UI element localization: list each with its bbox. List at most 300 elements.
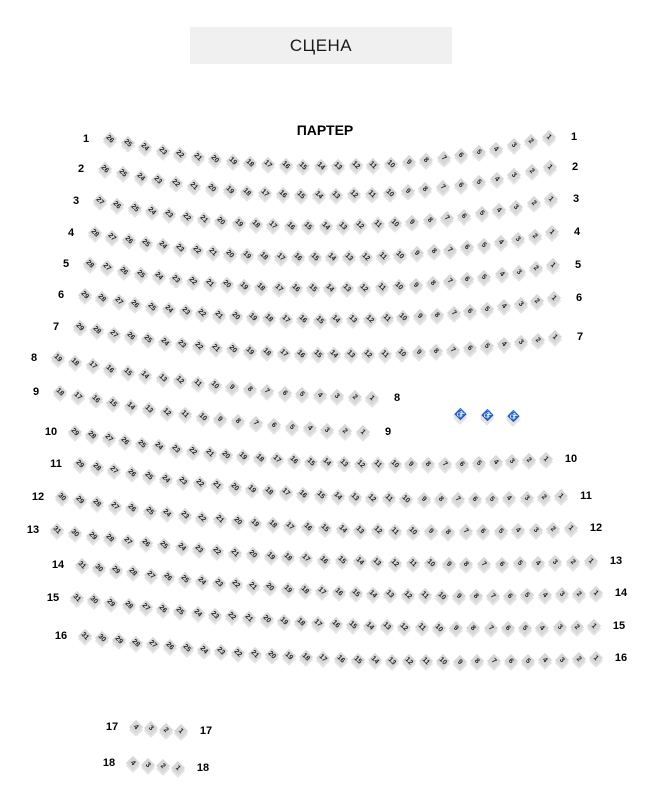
seat[interactable]: 21 (208, 246, 219, 258)
seat[interactable]: 21 (213, 309, 225, 320)
seat[interactable]: 17 (278, 347, 289, 359)
seat[interactable]: 3 (514, 335, 528, 349)
seat[interactable]: 5 (472, 456, 486, 470)
seat[interactable]: 11 (384, 493, 395, 504)
seat[interactable]: 19 (224, 184, 235, 196)
seat[interactable]: 8 (422, 213, 436, 227)
seat[interactable]: 10 (437, 656, 448, 667)
seat[interactable]: 3 (548, 555, 562, 569)
seat[interactable]: 26 (125, 331, 137, 342)
seat[interactable]: 27 (103, 432, 114, 444)
seat[interactable]: 5 (477, 238, 491, 252)
seat[interactable]: 21 (192, 151, 204, 162)
seat[interactable]: 25 (143, 470, 154, 482)
seat[interactable]: 17 (72, 390, 84, 401)
seat[interactable]: 23 (170, 273, 181, 284)
seat[interactable]: 2 (529, 261, 543, 275)
seat[interactable]: 6 (460, 240, 474, 254)
seat[interactable]: 21 (198, 213, 210, 225)
seat[interactable]: 24 (153, 440, 165, 452)
seat[interactable]: 24 (176, 542, 187, 553)
seat[interactable]: 26 (99, 163, 111, 175)
seat[interactable]: 6 (495, 557, 509, 571)
seat[interactable]: 12 (161, 406, 173, 417)
seat[interactable]: 9 (405, 215, 419, 229)
seat[interactable]: 22 (226, 611, 238, 622)
seat[interactable]: 19 (247, 311, 258, 323)
seat[interactable]: 21 (229, 547, 241, 558)
seat[interactable]: 13 (343, 251, 355, 263)
seat[interactable]: 18 (250, 218, 262, 230)
seat[interactable]: 14 (364, 620, 376, 631)
seat[interactable]: 22 (187, 445, 198, 456)
seat[interactable]: 12 (364, 313, 375, 324)
seat[interactable]: 25 (140, 237, 151, 248)
seat[interactable]: 15 (122, 366, 133, 377)
wheelchair-seat[interactable] (480, 409, 494, 423)
seat[interactable]: 11 (376, 281, 387, 293)
seat[interactable]: 3 (507, 138, 521, 152)
seat[interactable]: 17 (318, 652, 329, 664)
seat[interactable]: 20 (265, 582, 276, 593)
seat[interactable]: 14 (368, 588, 379, 599)
seat[interactable]: 23 (164, 208, 175, 220)
seat[interactable]: 27 (106, 231, 118, 242)
seat[interactable]: 9 (412, 345, 426, 359)
seat[interactable]: 6 (267, 418, 281, 432)
seat[interactable]: 19 (239, 280, 250, 291)
seat[interactable]: 3 (330, 389, 344, 403)
seat[interactable]: 15 (352, 654, 363, 665)
seat[interactable]: 28 (130, 637, 142, 648)
seat[interactable]: 7 (443, 274, 457, 288)
seat[interactable]: 16 (105, 363, 116, 374)
seat[interactable]: 21 (204, 447, 215, 458)
seat[interactable]: 25 (117, 167, 129, 179)
seat[interactable]: 10 (384, 187, 396, 198)
seat[interactable]: 18 (242, 186, 253, 198)
seat[interactable]: 16 (333, 586, 345, 598)
seat[interactable]: 6 (501, 621, 515, 635)
seat[interactable]: 27 (109, 500, 120, 511)
seat[interactable]: 24 (153, 271, 164, 282)
seat[interactable]: 13 (338, 457, 350, 469)
seat[interactable]: 18 (264, 312, 275, 324)
seat[interactable]: 11 (377, 250, 388, 261)
seat[interactable]: 18 (283, 551, 294, 563)
seat[interactable]: 4 (492, 203, 506, 217)
seat[interactable]: 1 (356, 425, 370, 439)
seat[interactable]: 19 (282, 583, 293, 594)
seat[interactable]: 18 (295, 616, 307, 628)
seat[interactable]: 6 (468, 492, 482, 506)
seat[interactable]: 26 (104, 133, 116, 145)
seat[interactable]: 17 (280, 313, 292, 325)
seat[interactable]: 6 (460, 272, 474, 286)
seat[interactable]: 17 (268, 219, 279, 231)
seat[interactable]: 20 (225, 248, 236, 259)
seat[interactable]: 6 (457, 208, 471, 222)
seat[interactable]: 27 (145, 569, 156, 580)
seat[interactable]: 25 (137, 438, 148, 449)
seat[interactable]: 25 (129, 202, 140, 214)
seat[interactable]: 21 (250, 648, 261, 660)
seat[interactable]: 26 (157, 604, 169, 615)
seat[interactable]: 1 (545, 225, 559, 239)
seat[interactable]: 15 (336, 555, 348, 566)
seat[interactable]: 26 (164, 641, 176, 652)
seat[interactable]: 19 (246, 483, 258, 495)
seat[interactable]: 31 (79, 630, 91, 642)
seat[interactable]: 16 (297, 314, 308, 325)
seat[interactable]: 20 (247, 549, 259, 560)
seat[interactable]: 11 (179, 409, 190, 420)
seat[interactable]: 3 (320, 423, 334, 437)
seat[interactable]: 23 (153, 174, 164, 186)
seat[interactable]: 2 (338, 424, 352, 438)
seat[interactable]: 8 (429, 344, 443, 358)
seat[interactable]: 21 (204, 277, 216, 288)
seat[interactable]: 11 (380, 348, 391, 359)
seat[interactable]: 11 (192, 377, 203, 388)
seat[interactable]: 16 (90, 393, 101, 405)
seat[interactable]: 23 (180, 305, 191, 317)
seat[interactable]: 11 (368, 159, 379, 170)
seat[interactable]: 13 (386, 655, 397, 666)
seat[interactable]: 13 (381, 621, 393, 632)
seat[interactable]: 10 (425, 558, 437, 569)
seat[interactable]: 4 (489, 142, 503, 156)
seat[interactable]: 15 (347, 619, 358, 631)
seat[interactable]: 14 (139, 369, 151, 380)
seat[interactable]: 29 (79, 289, 91, 301)
seat[interactable]: 17 (316, 585, 328, 597)
seat[interactable]: 11 (390, 525, 401, 536)
seat[interactable]: 15 (350, 587, 362, 599)
seat[interactable]: 22 (174, 148, 186, 159)
seat[interactable]: 13 (372, 556, 383, 568)
seat[interactable]: 17 (275, 251, 287, 262)
seat[interactable]: 3 (141, 758, 155, 772)
seat[interactable]: 14 (322, 457, 333, 468)
seat[interactable]: 2 (546, 522, 560, 536)
seat[interactable]: 14 (331, 314, 342, 325)
seat[interactable]: 21 (214, 514, 226, 525)
seat[interactable]: 13 (355, 524, 366, 535)
seat[interactable]: 17 (262, 158, 274, 170)
seat[interactable]: 8 (459, 557, 473, 571)
seat[interactable]: 13 (341, 283, 353, 294)
seat[interactable]: 29 (74, 321, 86, 333)
seat[interactable]: 24 (192, 607, 203, 619)
seat[interactable]: 1 (587, 619, 601, 633)
seat[interactable]: 28 (91, 497, 103, 509)
seat[interactable]: 24 (198, 644, 210, 655)
seat[interactable]: 16 (295, 348, 306, 359)
seat[interactable]: 16 (285, 220, 297, 231)
seat[interactable]: 4 (129, 720, 143, 734)
seat[interactable]: 4 (535, 620, 549, 634)
seat[interactable]: 4 (531, 556, 545, 570)
seat[interactable]: 20 (221, 279, 233, 290)
seat[interactable]: 13 (349, 491, 361, 503)
seat[interactable]: 1 (543, 160, 557, 174)
seat[interactable]: 14 (337, 523, 349, 535)
seat[interactable]: 6 (454, 178, 468, 192)
seat[interactable]: 1 (554, 489, 568, 503)
seat[interactable]: 24 (196, 575, 208, 587)
seat[interactable]: 12 (389, 557, 401, 568)
seat[interactable]: 2 (159, 723, 173, 737)
seat[interactable]: 16 (302, 521, 313, 533)
seat[interactable]: 1 (365, 391, 379, 405)
seat[interactable]: 22 (197, 512, 208, 523)
seat[interactable]: 26 (126, 503, 138, 514)
seat[interactable]: 1 (547, 291, 561, 305)
seat[interactable]: 18 (301, 652, 312, 663)
seat[interactable]: 20 (210, 153, 221, 165)
seat[interactable]: 22 (181, 211, 192, 222)
seat[interactable]: 27 (108, 328, 120, 339)
seat[interactable]: 14 (332, 490, 343, 502)
seat[interactable]: 21 (212, 480, 223, 491)
seat[interactable]: 16 (318, 554, 330, 565)
seat[interactable]: 22 (195, 478, 206, 489)
seat[interactable]: 18 (263, 485, 275, 497)
seat[interactable]: 25 (146, 301, 158, 312)
seat[interactable]: 23 (179, 510, 191, 521)
seat[interactable]: 23 (176, 338, 188, 350)
seat[interactable]: 18 (259, 250, 270, 262)
seat[interactable]: 7 (451, 492, 465, 506)
seat[interactable]: 9 (401, 184, 415, 198)
seat[interactable]: 5 (485, 492, 499, 506)
seat[interactable]: 10 (393, 280, 404, 292)
seat[interactable]: 10 (389, 459, 400, 470)
seat[interactable]: 15 (315, 489, 326, 501)
seat[interactable]: 1 (539, 452, 553, 466)
seat[interactable]: 22 (211, 545, 223, 557)
wheelchair-seat[interactable] (453, 408, 467, 422)
seat[interactable]: 20 (232, 515, 243, 527)
seat[interactable]: 10 (401, 493, 412, 505)
seat[interactable]: 14 (326, 252, 338, 263)
seat[interactable]: 5 (285, 420, 299, 434)
seat[interactable]: 4 (488, 455, 502, 469)
seat[interactable]: 22 (193, 340, 204, 352)
seat[interactable]: 25 (181, 642, 193, 654)
seat[interactable]: 8 (470, 654, 484, 668)
seat[interactable]: 8 (426, 244, 440, 258)
seat[interactable]: 25 (142, 333, 154, 345)
seat[interactable]: 10 (209, 379, 221, 391)
seat[interactable]: 29 (74, 494, 85, 506)
seat[interactable]: 6 (455, 456, 469, 470)
seat[interactable]: 14 (313, 189, 324, 201)
seat[interactable]: 2 (570, 620, 584, 634)
seat[interactable]: 21 (248, 580, 259, 592)
seat[interactable]: 7 (487, 654, 501, 668)
seat[interactable]: 23 (170, 443, 182, 454)
seat[interactable]: 22 (170, 177, 182, 189)
seat[interactable]: 9 (213, 412, 227, 426)
seat[interactable]: 5 (513, 556, 527, 570)
seat[interactable]: 15 (295, 189, 307, 200)
seat[interactable]: 2 (530, 294, 544, 308)
seat[interactable]: 7 (484, 621, 498, 635)
seat[interactable]: 8 (434, 492, 448, 506)
seat[interactable]: 15 (312, 348, 323, 360)
seat[interactable]: 10 (407, 525, 419, 537)
seat[interactable]: 4 (302, 421, 316, 435)
seat[interactable]: 7 (459, 524, 473, 538)
seat[interactable]: 4 (538, 653, 552, 667)
seat[interactable]: 1 (546, 258, 560, 272)
seat[interactable]: 16 (280, 159, 291, 171)
seat[interactable]: 7 (477, 557, 491, 571)
seat[interactable]: 14 (320, 220, 331, 232)
seat[interactable]: 10 (398, 311, 409, 323)
seat[interactable]: 5 (480, 339, 494, 353)
seat[interactable]: 15 (108, 397, 119, 408)
seat[interactable]: 14 (329, 348, 340, 360)
seat[interactable]: 9 (409, 278, 423, 292)
seat[interactable]: 20 (230, 310, 241, 322)
seat[interactable]: 10 (197, 411, 208, 423)
seat[interactable]: 2 (347, 390, 361, 404)
seat[interactable]: 2 (524, 134, 538, 148)
seat[interactable]: 7 (446, 343, 460, 357)
seat[interactable]: 12 (174, 374, 186, 386)
seat[interactable]: 4 (538, 588, 552, 602)
seat[interactable]: 26 (130, 298, 141, 310)
seat[interactable]: 29 (87, 530, 98, 541)
seat[interactable]: 28 (105, 532, 116, 544)
seat[interactable]: 11 (372, 458, 383, 470)
seat[interactable]: 10 (397, 347, 408, 359)
seat[interactable]: 19 (265, 550, 276, 562)
seat[interactable]: 14 (354, 556, 365, 567)
seat[interactable]: 19 (233, 217, 244, 228)
seat[interactable]: 1 (544, 192, 558, 206)
seat[interactable]: 25 (144, 505, 155, 517)
seat[interactable]: 1 (174, 724, 188, 738)
seat[interactable]: 10 (436, 590, 448, 601)
seat[interactable]: 27 (94, 195, 106, 207)
seat[interactable]: 1 (542, 130, 556, 144)
seat[interactable]: 11 (416, 622, 427, 633)
seat[interactable]: 7 (437, 151, 451, 165)
seat[interactable]: 28 (86, 429, 98, 441)
seat[interactable]: 20 (206, 182, 218, 194)
seat[interactable]: 22 (187, 275, 199, 287)
seat[interactable]: 31 (51, 524, 63, 536)
seat[interactable]: 4 (126, 756, 140, 770)
seat[interactable]: 9 (404, 457, 418, 471)
seat[interactable]: 17 (271, 453, 283, 465)
seat[interactable]: 12 (348, 189, 360, 200)
seat[interactable]: 28 (84, 258, 96, 270)
seat[interactable]: 26 (123, 234, 135, 246)
seat[interactable]: 19 (227, 155, 239, 167)
seat[interactable]: 3 (552, 620, 566, 634)
seat[interactable]: 7 (260, 384, 274, 398)
seat[interactable]: 2 (537, 490, 551, 504)
seat[interactable]: 18 (267, 519, 278, 530)
seat[interactable]: 13 (157, 372, 168, 383)
seat[interactable]: 7 (446, 306, 460, 320)
seat[interactable]: 13 (333, 160, 344, 172)
seat[interactable]: 22 (197, 307, 208, 319)
seat[interactable]: 11 (381, 312, 392, 324)
seat[interactable]: 23 (213, 577, 225, 588)
seat[interactable]: 13 (143, 403, 155, 414)
seat[interactable]: 8 (421, 457, 435, 471)
seat[interactable]: 28 (123, 599, 134, 611)
seat[interactable]: 23 (157, 145, 168, 156)
seat[interactable]: 9 (410, 246, 424, 260)
seat[interactable]: 11 (420, 656, 431, 667)
seat[interactable]: 12 (366, 492, 378, 503)
seat[interactable]: 24 (159, 336, 171, 347)
seat[interactable]: 16 (335, 653, 346, 665)
seat[interactable]: 15 (307, 283, 319, 294)
seat[interactable]: 3 (507, 168, 521, 182)
seat[interactable]: 24 (135, 171, 146, 183)
seat[interactable]: 12 (363, 348, 374, 360)
seat[interactable]: 19 (278, 615, 290, 626)
seat[interactable]: 2 (528, 229, 542, 243)
seat[interactable]: 9 (225, 380, 239, 394)
seat[interactable]: 29 (74, 458, 86, 470)
seat[interactable]: 18 (299, 584, 310, 596)
seat[interactable]: 13 (337, 220, 349, 231)
seat[interactable]: 1 (584, 554, 598, 568)
seat[interactable]: 3 (529, 523, 543, 537)
seat[interactable]: 7 (440, 211, 454, 225)
seat[interactable]: 1 (548, 330, 562, 344)
seat[interactable]: 15 (297, 160, 309, 171)
seat[interactable]: 11 (366, 188, 378, 199)
seat[interactable]: 3 (144, 721, 158, 735)
seat[interactable]: 9 (424, 524, 438, 538)
seat[interactable]: 27 (113, 296, 124, 307)
seat[interactable]: 26 (140, 537, 152, 549)
seat[interactable]: 26 (119, 265, 130, 276)
seat[interactable]: 5 (518, 621, 532, 635)
seat[interactable]: 18 (256, 281, 267, 292)
seat[interactable]: 22 (230, 579, 242, 590)
seat[interactable]: 24 (157, 240, 168, 251)
seat[interactable]: 26 (120, 435, 131, 447)
seat[interactable]: 23 (194, 543, 205, 555)
seat[interactable]: 3 (511, 232, 525, 246)
seat[interactable]: 9 (416, 492, 430, 506)
seat[interactable]: 12 (359, 282, 370, 293)
seat[interactable]: 23 (174, 242, 185, 254)
seat[interactable]: 14 (369, 655, 380, 666)
seat[interactable]: 28 (91, 325, 103, 336)
seat[interactable]: 19 (242, 249, 253, 261)
seat[interactable]: 12 (403, 655, 414, 667)
seat[interactable]: 30 (96, 633, 108, 644)
seat[interactable]: 21 (244, 612, 255, 624)
seat[interactable]: 12 (360, 251, 372, 262)
seat[interactable]: 20 (221, 449, 232, 460)
seat[interactable]: 13 (385, 589, 396, 600)
seat[interactable]: 3 (509, 199, 523, 213)
seat[interactable]: 20 (227, 344, 238, 355)
